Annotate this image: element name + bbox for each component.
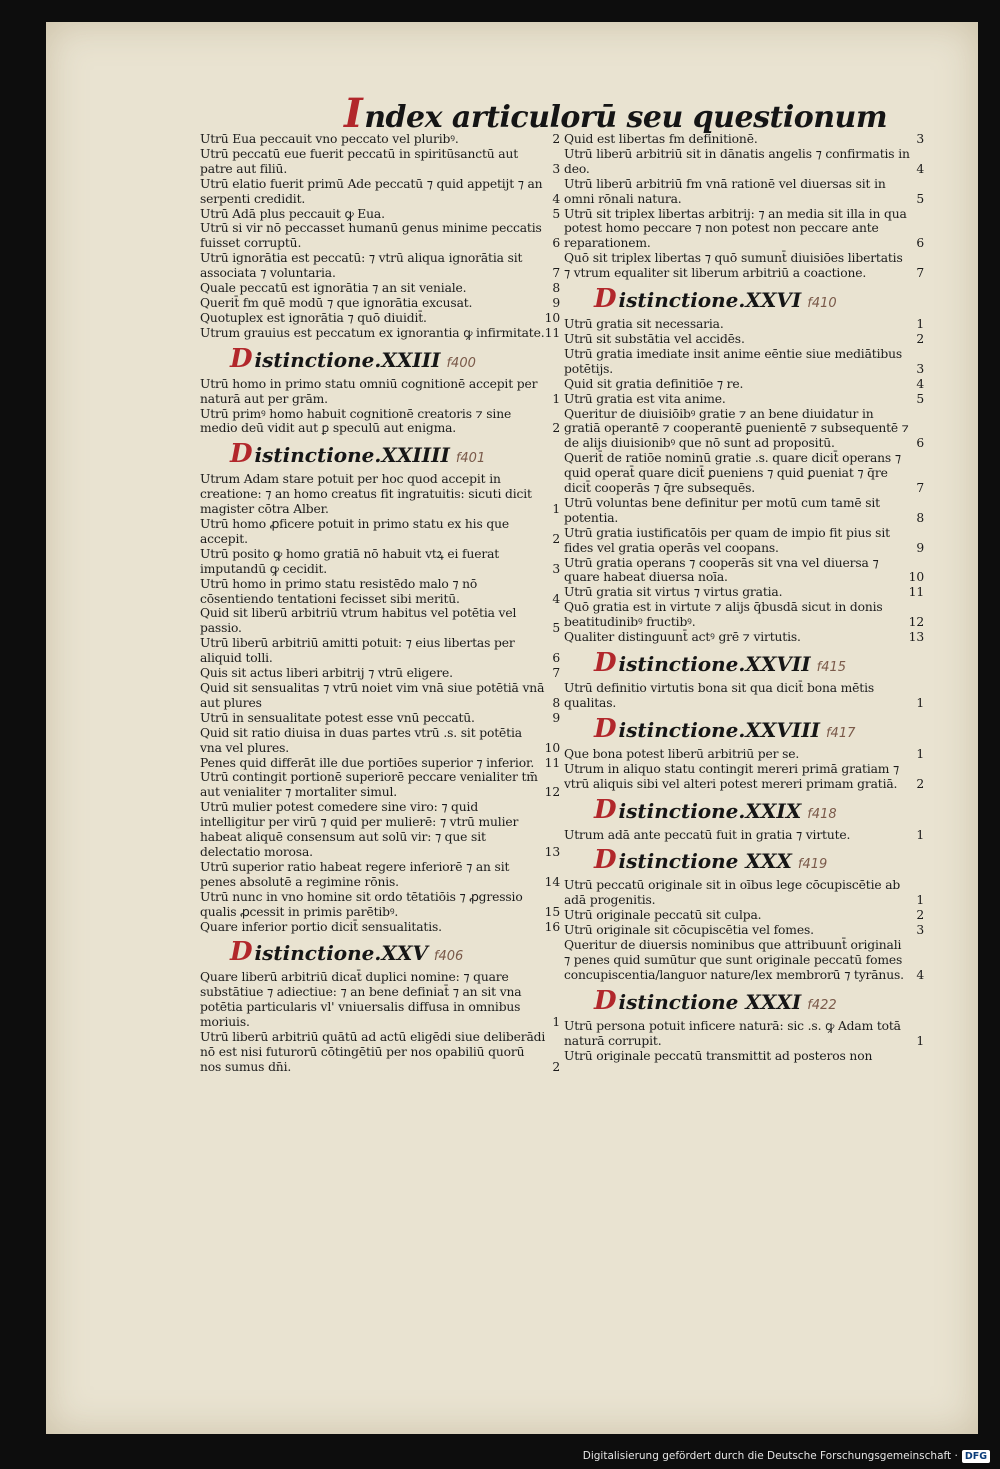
entry-number: 15 [544, 904, 560, 919]
entry-group [564, 1019, 924, 1064]
entry-text: Utrū gratia operans ⁊ cooperās sit vna vel diuersa ⁊ quare habeat diuersa noīa. [564, 555, 879, 585]
entry-number: 1 [916, 746, 924, 761]
entry-text: Utrū homo ꝓficere potuit in primo statu ex his que accepit. [200, 517, 509, 546]
index-entry [564, 747, 924, 762]
distinctio-heading [200, 436, 560, 472]
heading-label: istinctione.XXVI [618, 288, 802, 313]
entry-text: Penes quid differāt ille due portiōes superior ⁊ inferior. [200, 755, 535, 770]
index-entry [200, 577, 560, 607]
entry-text: Utrū persona potuit inficere naturā: sic .s. ꝙ Adam totā naturā corrupit. [564, 1018, 901, 1048]
entry-text: Utrum in aliquo statu contingit mereri primā gratiam ⁊ vtrū aliquis sibi vel alteri potest mereri primam gratiā. [564, 761, 900, 791]
index-entry [200, 311, 560, 326]
index-entry [200, 207, 560, 222]
entry-group [564, 747, 924, 792]
entry-text: Utrū originale peccatū sit culpa. [564, 908, 762, 923]
entry-text: Utrū liberū arbitriū sit in dānatis angelis ⁊ confirmatis in deo. [564, 146, 910, 176]
entry-number: 10 [908, 570, 924, 585]
entry-number: 3 [916, 132, 924, 146]
entry-number: 4 [552, 191, 560, 206]
entry-text: Quid sit gratia definitiōe ⁊ re. [564, 376, 744, 391]
entry-number: 6 [916, 236, 924, 251]
index-entry [200, 377, 560, 407]
entry-text: Utrū posito ꝙ homo gratiā nō habuit vtꝝ ei fuerat imputandū ꝙ cecidit. [200, 546, 500, 576]
entry-text: Utrum grauius est peccatum ex ignorantia ꝙ infirmitate. [200, 325, 545, 340]
handwritten-folio-mark: f400 [446, 355, 476, 371]
index-entry [200, 970, 560, 1030]
red-initial: D [230, 343, 253, 374]
index-entry [564, 600, 924, 630]
entry-text: Utrū peccatū originale sit in oībus lege cōcupiscētie ab adā progenitis. [564, 878, 901, 908]
index-entry [564, 828, 924, 843]
index-entry [200, 326, 560, 341]
index-entry [564, 556, 924, 586]
entry-number: 7 [552, 266, 560, 281]
entry-number: 7 [552, 666, 560, 681]
heading-label: istinctione.XXIX [618, 798, 802, 823]
heading-label: istinctione.XXVII [618, 652, 811, 676]
entry-text: Qualiter distinguunt̄ actꝰ grē ⁊ virtutis. [564, 630, 801, 645]
entry-text: Queritur de diuisiōibꝰ gratie ⁊ an bene diuidatur in gratiā operantē ⁊ cooperantē ꝑuenientē ⁊ subsequentē ⁊ de alijs diuisionibꝰ que nō sunt ad propositū. [564, 406, 909, 451]
distinctio-heading [200, 341, 560, 377]
heading-label: istinctione XXX [618, 849, 792, 874]
entry-text: Quid sit ratio diuisa in duas partes vtrū .s. sit potētia vna vel plures. [200, 725, 522, 755]
index-entry [200, 407, 560, 437]
entry-number: 3 [916, 361, 924, 376]
entry-number: 6 [552, 651, 560, 666]
handwritten-folio-mark: f418 [807, 806, 837, 822]
entry-number: 4 [916, 161, 924, 176]
footer-credit [583, 1450, 990, 1463]
entry-number: 5 [552, 621, 560, 636]
entry-number: 13 [544, 844, 560, 859]
entry-text: Utrū originale sit cōcupiscētia vel fomes. [564, 923, 814, 938]
index-entry [564, 177, 924, 207]
entry-text: Utrū gratia sit virtus ⁊ virtus gratia. [564, 585, 783, 600]
entry-group [564, 132, 924, 281]
entry-number: 1 [916, 893, 924, 908]
entry-number: 6 [916, 436, 924, 451]
entry-group [200, 132, 560, 341]
entry-text: Utrū sit triplex libertas arbitrij: ⁊ an media sit illa in qua potest homo peccare ⁊ non potest non peccare ante reparationem. [564, 206, 907, 251]
entry-text: Utrū si vir nō peccasset humanū genus minime peccatis fuisset corruptū. [200, 221, 542, 251]
red-initial: D [594, 985, 617, 1016]
entry-text: Quis sit actus liberi arbitrij ⁊ vtrū eligere. [200, 666, 453, 681]
index-entry [200, 890, 560, 920]
left-column [200, 132, 560, 1075]
index-entry [200, 800, 560, 860]
index-entry [564, 347, 924, 377]
index-entry [564, 496, 924, 526]
index-entry [564, 878, 924, 908]
entry-number: 12 [544, 785, 560, 800]
entry-number: 1 [916, 827, 924, 842]
entry-text: Utrū mulier potest comedere sine viro: ⁊ quid intelligitur per virū ⁊ quid per mulierē: ⁊ vtrū mulier habeat aliquē consensum aut solū vir: ⁊ que sit delectatio morosa. [200, 800, 519, 859]
index-entry [200, 147, 560, 177]
entry-group [564, 828, 924, 843]
entry-number: 4 [916, 967, 924, 982]
index-entry [200, 221, 560, 251]
entry-text: Utrū gratia iustificatōis per quam de impio fit pius sit fides vel gratia operās vel coopans. [564, 525, 890, 555]
entry-number: 8 [552, 695, 560, 710]
entry-number: 2 [916, 331, 924, 346]
entry-text: Utrū homo in primo statu omniū cognitionē accepit per naturā aut per grām. [200, 376, 538, 406]
index-entry [564, 526, 924, 556]
entry-number: 2 [916, 776, 924, 791]
index-entry [200, 296, 560, 311]
entry-text: Utrū superior ratio habeat regere inferiorē ⁊ an sit penes absolutē a regimine rōnis. [200, 859, 510, 889]
entry-group [564, 317, 924, 645]
entry-text: Quare inferior portio dicit̄ sensualitatis. [200, 919, 442, 934]
entry-number: 1 [916, 317, 924, 332]
heading-label: istinctione XXXI [618, 989, 802, 1014]
index-entry [564, 630, 924, 645]
entry-number: 10 [544, 740, 560, 755]
index-entry [564, 1019, 924, 1049]
entry-number: 7 [916, 481, 924, 496]
book-page [46, 22, 978, 1434]
dfg-logo: DFG [962, 1450, 990, 1463]
title-initial: I [344, 90, 363, 137]
index-entry [564, 938, 924, 983]
index-entry [564, 923, 924, 938]
entry-text: Queritur de diuersis nominibus que attribuunt̄ originali ⁊ penes quid sumūtur que sunt originale peccatū fomes concupiscentia/languor nature/lex membrorū ⁊ tyrānus. [564, 938, 904, 982]
entry-number: 1 [916, 1033, 924, 1048]
entry-text: Utrū contingit portionē superiorē peccare venialiter tm̄ aut venialiter ⁊ mortaliter simul. [200, 770, 538, 800]
index-entry [200, 132, 560, 147]
entry-number: 1 [916, 695, 924, 710]
index-entry [564, 407, 924, 452]
index-entry [564, 585, 924, 600]
index-entry [200, 681, 560, 711]
index-entry [200, 547, 560, 577]
index-entry [564, 207, 924, 252]
index-entry [200, 281, 560, 296]
entry-number: 2 [916, 908, 924, 923]
index-entry [564, 251, 924, 281]
index-entry [564, 132, 924, 147]
distinctio-heading [200, 934, 560, 970]
index-entry [200, 251, 560, 281]
entry-text: Utrum adā ante peccatū fuit in gratia ⁊ virtute. [564, 827, 851, 842]
red-initial: D [230, 937, 253, 968]
entry-group [200, 377, 560, 437]
heading-label: istinctione.XXIIII [254, 443, 450, 468]
entry-number: 4 [552, 591, 560, 606]
entry-group [200, 472, 560, 934]
entry-text: Querit̄ fm quē modū ⁊ que ignorātia excusat. [200, 295, 473, 310]
entry-number: 4 [916, 376, 924, 391]
entry-number: 9 [552, 295, 560, 310]
index-entry [564, 451, 924, 496]
red-initial: D [594, 648, 617, 678]
entry-number: 1 [552, 391, 560, 406]
index-entry [200, 472, 560, 517]
entry-text: Utrū nunc in vno homine sit ordo tētatiōis ⁊ ꝓgressio qualis ꝓcessit in primis parētibꝰ. [200, 889, 523, 919]
handwritten-folio-mark: f417 [825, 725, 856, 741]
entry-number: 1 [552, 502, 560, 517]
entry-text: Utrū homo in primo statu resistēdo malo ⁊ nō cōsentiendo tentationi fecisset sibi meritū. [200, 576, 478, 606]
entry-text: Utrū gratia sit necessaria. [564, 317, 724, 332]
entry-text: Utrū liberū arbitriū quātū ad actū eligēdi siue deliberādi nō est nisi futurorū cōtingētiū per nos opabiliū quorū nos sumus dn̄i. [200, 1030, 546, 1074]
entry-number: 12 [908, 615, 924, 630]
entry-number: 3 [552, 561, 560, 576]
entry-text: Quid est libertas fm definitionē. [564, 132, 758, 146]
entry-text: Utrū ignorātia est peccatū: ⁊ vtrū aliqua ignorātia sit associata ⁊ voluntaria. [200, 251, 523, 281]
index-entry [200, 711, 560, 726]
entry-number: 7 [916, 266, 924, 281]
entry-text: Quid sit liberū arbitriū vtrum habitus vel potētia vel passio. [200, 606, 517, 636]
index-entry [200, 517, 560, 547]
entry-number: 5 [552, 206, 560, 221]
entry-text: Utrū in sensualitate potest esse vnū peccatū. [200, 710, 475, 725]
entry-text: Utrū Adā plus peccauit ꝙ Eua. [200, 206, 385, 221]
index-entry [200, 920, 560, 935]
index-entry [200, 860, 560, 890]
entry-text: Utrū elatio fuerit primū Ade peccatū ⁊ quid appetijt ⁊ an serpenti credidit. [200, 176, 543, 206]
entry-number: 1 [552, 1015, 560, 1030]
title-text: ndex articulorū seu questionum [364, 100, 888, 135]
entry-text: Utrū definitio virtutis bona sit qua dicit̄ bona mētis qualitas. [564, 681, 875, 710]
index-entry [564, 762, 924, 792]
index-entry [564, 317, 924, 332]
entry-text: Utrū gratia est vita anime. [564, 391, 726, 406]
distinctio-heading [564, 842, 924, 878]
entry-number: 5 [916, 391, 924, 406]
entry-text: Utrū originale peccatū transmittit ad posteros non [564, 1048, 873, 1063]
entry-group [200, 970, 560, 1074]
entry-number: 14 [544, 874, 560, 889]
entry-text: Utrū liberū arbitriū amitti potuit: ⁊ eius libertas per aliquid tolli. [200, 636, 515, 666]
entry-text: Utrū liberū arbitriū fm vnā rationē vel diuersas sit in omni rōnali natura. [564, 176, 886, 206]
handwritten-folio-mark: f406 [433, 949, 464, 965]
red-initial: D [594, 284, 617, 315]
entry-number: 6 [552, 236, 560, 251]
index-entry [564, 681, 924, 711]
entry-text: Quō sit triplex libertas ⁊ quō sumunt̄ diuisiōes libertatis ⁊ vtrum equaliter sit liberum arbitriū a coactione. [564, 251, 903, 281]
index-entry [200, 1030, 560, 1075]
index-entry [200, 606, 560, 636]
page-title [344, 90, 888, 137]
entry-number: 10 [544, 310, 560, 325]
heading-label: istinctione.XXVIII [618, 717, 820, 742]
distinctio-heading [564, 645, 924, 681]
handwritten-folio-mark: f410 [807, 296, 837, 312]
distinctio-heading [564, 711, 924, 747]
entry-number: 2 [552, 132, 560, 146]
entry-text: Quare liberū arbitriū dicat̄ duplici nomine: ⁊ quare substātiue ⁊ adiectiue: ⁊ an bene definiat̄ ⁊ an sit vna potētia particularis vl' vniuersalis diffusa in omnibus moriuis. [200, 970, 522, 1030]
distinctio-heading [564, 281, 924, 317]
index-entry [200, 666, 560, 681]
entry-text: Querit̄ de ratiōe nominū gratie .s. quare dicit̄ operans ⁊ quid operat̄ quare dicit̄ ꝑueniens ⁊ quid ꝑueniat ⁊ q̄re dicit̄ cooperās ⁊ q̄re subsequēs. [564, 451, 901, 496]
entry-number: 2 [552, 1059, 560, 1074]
entry-number: 13 [908, 630, 924, 645]
footer-text: Digitalisierung gefördert durch die Deutsche Forschungsgemeinschaft · [582, 1450, 958, 1462]
distinctio-heading [564, 983, 924, 1019]
handwritten-folio-mark: f401 [455, 451, 486, 467]
index-entry [200, 177, 560, 207]
entry-text: Utrū peccatū eue fuerit peccatū in spiritūsanctū aut patre aut filiū. [200, 146, 519, 176]
red-initial: D [594, 845, 617, 876]
entry-group [564, 878, 924, 982]
index-entry [200, 770, 560, 800]
index-entry [564, 1049, 924, 1064]
handwritten-folio-mark: f419 [797, 857, 828, 873]
distinctio-heading [564, 792, 924, 828]
entry-number: 8 [916, 510, 924, 525]
entry-text: Utrū primꝰ homo habuit cognitionē creatoris ⁊ sine medio deū vidit aut ꝑ speculū aut enigma. [200, 406, 512, 436]
entry-number: 3 [916, 923, 924, 938]
entry-text: Utrū sit substātia vel accidēs. [564, 331, 745, 346]
entry-text: Utrū Eua peccauit vno peccato vel pluribꝰ. [200, 132, 459, 146]
entry-number: 9 [916, 540, 924, 555]
index-entry [200, 756, 560, 771]
entry-text: Quō gratia est in virtute ⁊ alijs q̄busdā sicut in donis beatitudinibꝰ fructibꝰ. [564, 600, 883, 630]
entry-text: Quotuplex est ignorātia ⁊ quō diuidit̄. [200, 310, 427, 325]
heading-label: istinctione.XXV [254, 941, 428, 966]
index-entry [200, 636, 560, 666]
entry-number: 3 [552, 161, 560, 176]
entry-group [564, 681, 924, 711]
entry-number: 2 [552, 421, 560, 436]
entry-number: 11 [908, 585, 924, 600]
index-entry [200, 726, 560, 756]
entry-text: Utrū gratia imediate insit anime eēntie siue mediātibus potētijs. [564, 346, 903, 376]
index-entry [564, 908, 924, 923]
entry-number: 2 [552, 531, 560, 546]
red-initial: D [230, 439, 253, 470]
index-entry [564, 377, 924, 392]
handwritten-folio-mark: f415 [816, 660, 847, 675]
index-entry [564, 147, 924, 177]
red-initial: D [594, 794, 617, 825]
heading-label: istinctione.XXIII [254, 347, 441, 372]
index-entry [564, 332, 924, 347]
entry-number: 8 [552, 281, 560, 296]
entry-text: Quid sit sensualitas ⁊ vtrū noiet vim vnā siue potētiā vnā aut plures [200, 681, 545, 710]
entry-number: 5 [916, 191, 924, 206]
entry-number: 11 [544, 325, 560, 340]
handwritten-folio-mark: f422 [807, 997, 837, 1013]
entry-number: 11 [544, 755, 560, 770]
entry-text: Utrū voluntas bene definitur per motū cum tamē sit potentia. [564, 495, 880, 525]
entry-text: Que bona potest liberū arbitriū per se. [564, 746, 800, 761]
red-initial: D [594, 713, 617, 744]
right-column [564, 132, 924, 1064]
entry-text: Utrum Adam stare potuit per hoc quod accepit in creatione: ⁊ an homo creatus fit ingratuitis: sicuti dicit magister cōtra Alber. [200, 472, 532, 517]
entry-number: 9 [552, 710, 560, 725]
entry-number: 16 [544, 919, 560, 934]
index-entry [564, 392, 924, 407]
entry-text: Quale peccatū est ignorātia ⁊ an sit veniale. [200, 281, 467, 296]
